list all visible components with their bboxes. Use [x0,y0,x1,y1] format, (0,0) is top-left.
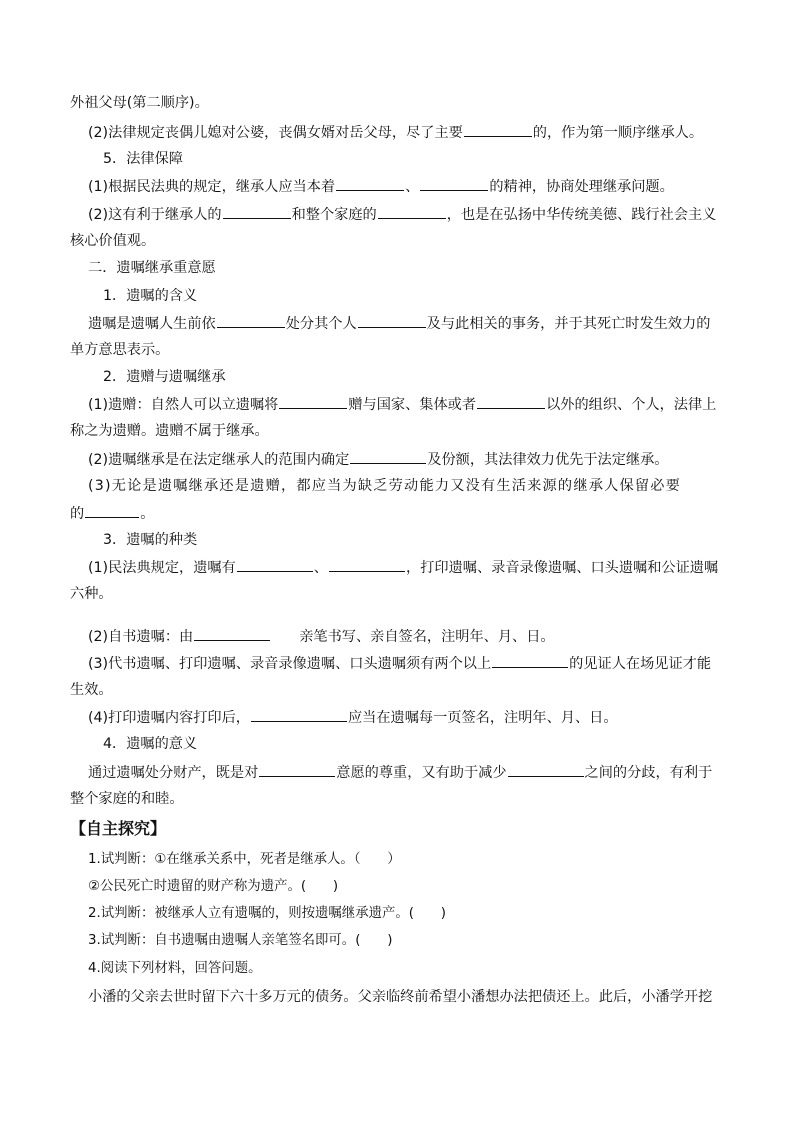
answer-blank[interactable] [237,557,313,572]
text: (4)打印遗嘱内容打印后， [88,710,250,726]
text: 以外的组织、个人，法律上 [546,397,717,413]
answer-blank[interactable] [217,313,285,328]
text: 意愿的尊重，又有助于减少 [336,765,507,781]
section-title: 二．遗嘱继承重意愿 [88,260,216,276]
text: 。 [140,506,155,522]
text: 、 [313,560,328,576]
question-line [88,904,446,924]
answer-blank[interactable] [350,449,426,464]
answer-blank[interactable] [251,707,347,722]
text-line [103,530,197,550]
text-line [88,653,711,674]
text-line [88,707,618,728]
answer-blank[interactable] [378,204,446,219]
text: 及份额，其法律效力优先于法定继承。 [427,452,669,468]
text-line [88,313,710,334]
question-line [88,850,401,870]
answer-blank[interactable] [464,122,532,137]
text: 整个家庭的和睦。 [70,791,184,807]
answer-blank[interactable] [358,313,426,328]
text-line [70,421,269,441]
text-line [88,626,555,647]
text-line [88,122,703,143]
answer-blank[interactable] [492,653,568,668]
text-line [88,476,681,496]
text-line [103,286,197,306]
text: (3)无论是遗嘱继承还是遗赠，都应当为缺乏劳动能力又没有生活来源的继承人保留必要 [88,478,682,494]
text: (3)代书遗嘱、打印遗嘱、录音录像遗嘱、口头遗嘱须有两个以上 [88,656,492,672]
text-line [70,93,209,113]
text: 单方意思表示。 [70,342,170,358]
text: (2)这有利于继承人的 [88,207,222,223]
text-line [88,762,712,783]
answer-blank[interactable] [279,394,347,409]
text-line [70,340,169,360]
text: (2)法律规定丧偶儿媳对公婆，丧偶女婿对岳父母，尽了主要 [88,125,463,141]
text: ，也是在弘扬中华传统美德、践行社会主义 [446,207,717,223]
text-line [88,449,669,470]
subheading: 5．法律保障 [103,151,183,167]
text: 生效。 [70,682,113,698]
text-line [70,584,113,604]
question-line [88,987,712,1007]
text: (1)根据民法典的规定，继承人应当本着 [88,179,336,195]
text-line [70,789,184,809]
text: ，打印遗嘱、录音录像遗嘱、口头遗嘱和公证遗嘱 [406,560,719,576]
text: 和整个家庭的 [291,207,377,223]
answer-blank[interactable] [85,503,139,518]
subheading: 1．遗嘱的含义 [103,288,198,304]
subheading: 2．遗赠与遗嘱继承 [103,369,226,385]
text: 4.阅读下列材料，回答问题。 [88,961,262,976]
text: 称之为遗赠。遗赠不属于继承。 [70,423,269,439]
text: 赠与国家、集体或者 [348,397,477,413]
text-line [88,258,216,278]
text-line [103,367,226,387]
text: (1)遗赠：自然人可以立遗嘱将 [88,397,279,413]
text-line [103,734,197,754]
text-line [88,176,674,197]
text: 通过遗嘱处分财产，既是对 [88,765,259,781]
text: 的，作为第一顺序继承人。 [532,125,704,141]
question-line [88,877,338,897]
text: 处分其个人 [285,316,357,332]
text: 的见证人在场见证才能 [569,656,712,672]
text: 1.试判断：①在继承关系中，死者是继承人。（ ） [88,852,401,867]
text-line [88,557,718,578]
text: (2)遗嘱继承是在法定继承人的范围内确定 [88,452,350,468]
text: 及与此相关的事务，并于其死亡时发生效力的 [426,316,711,332]
text: ②公民死亡时遗留的财产称为遗产。( ) [88,879,339,894]
answer-blank[interactable] [259,762,335,777]
text: 的精神，协商处理继承问题。 [489,179,674,195]
text-line [70,231,155,251]
text-line [88,394,716,415]
text: 亲笔书写、亲自签名，注明年、月、日。 [299,629,555,645]
text: 之间的分歧，有利于 [584,765,713,781]
answer-blank[interactable] [477,394,545,409]
answer-blank[interactable] [336,176,404,191]
text-line [103,149,183,169]
text: 3.试判断：自书遗嘱由遗嘱人亲笔签名即可。( ) [88,933,393,948]
question-line [88,931,392,951]
subheading: 3．遗嘱的种类 [103,532,198,548]
text: (1)民法典规定，遗嘱有 [88,560,236,576]
text-line [88,204,716,225]
text-line [70,680,113,700]
text: 核心价值观。 [70,233,156,249]
text: 的 [70,506,85,522]
text: 2.试判断：被继承人立有遗嘱的，则按遗嘱继承遗产。( ) [88,906,446,921]
answer-blank[interactable] [223,204,291,219]
answer-blank[interactable] [329,557,405,572]
answer-blank[interactable] [508,762,584,777]
section-heading: 【自主探究】 [70,819,167,838]
text: 小潘的父亲去世时留下六十多万元的债务。父亲临终前希望小潘想办法把债还上。此后，小潘学开挖 [88,989,713,1005]
text: 遗嘱是遗嘱人生前依 [88,316,216,332]
text: (2)自书遗嘱：由 [88,629,194,645]
question-line [88,959,261,979]
answer-blank[interactable] [194,626,270,641]
text: 应当在遗嘱每一页签名，注明年、月、日。 [347,710,618,726]
text: 六种。 [70,586,113,602]
answer-blank[interactable] [420,176,488,191]
text: 外祖父母(第二顺序)。 [70,95,209,111]
subheading: 4．遗嘱的意义 [103,736,198,752]
text-line [70,503,154,524]
text: 、 [405,179,420,195]
